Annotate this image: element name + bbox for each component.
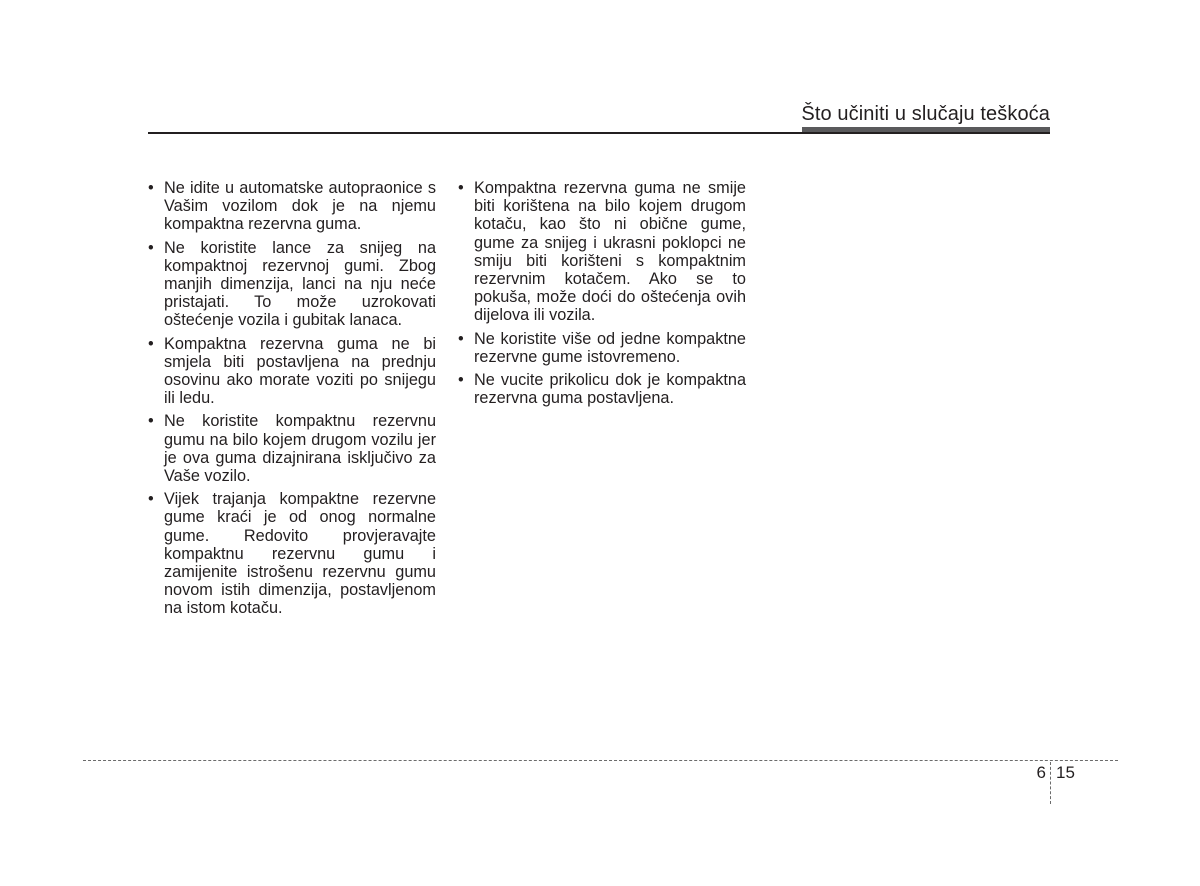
list-item bbox=[146, 239, 436, 330]
list-item-text: Ne idite u automatske autopraonice s Vašim vozilom dok je na njemu kompaktna rezervna guma. bbox=[164, 179, 436, 234]
bullet-icon: • bbox=[458, 329, 464, 348]
bullet-icon: • bbox=[458, 179, 464, 197]
list-item bbox=[456, 330, 746, 366]
list-item bbox=[146, 490, 436, 617]
list-item-text: Ne koristite kompaktnu rezervnu gumu na bilo kojem drugom vozilu jer je ova guma dizajnirana isključivo za Vaše vozilo. bbox=[164, 412, 436, 486]
page-number: 15 bbox=[1056, 763, 1075, 782]
list-item-text: Ne koristite više od jedne kompaktne rezervne gume istovremeno. bbox=[474, 329, 746, 366]
bullet-icon: • bbox=[458, 371, 464, 390]
footer-dashed-divider bbox=[1050, 762, 1051, 804]
bullet-icon: • bbox=[148, 334, 154, 353]
section-title: Što učiniti u slučaju teškoća bbox=[801, 103, 1050, 125]
list-item-text: Kompaktna rezervna guma ne smije biti korištena na bilo kojem drugom kotaču, kao što ni obične gume, gume za snijeg i ukrasni poklopci ne smiju biti korišteni s kompaktnim rezervnim kotačem. Ako se to pokuša, može doći do oštećenja ovih dijelova ili vozila. bbox=[474, 179, 746, 325]
list-item bbox=[146, 179, 436, 234]
list-item-text: Ne koristite lance za snijeg na kompaktnoj rezervnoj gumi. Zbog manjih dimenzija, lanci na nju neće pristajati. To može uzrokovati oštećenje vozila i gubitak lanaca. bbox=[164, 238, 436, 330]
list-item bbox=[456, 179, 746, 325]
left-column bbox=[146, 179, 436, 623]
left-bullet-list bbox=[146, 179, 436, 618]
list-item-text: Vijek trajanja kompaktne rezervne gume kraći je od onog normalne gume. Redovito provjeravajte kompaktnu rezervnu gumu i zamijenite istrošenu rezervnu gumu novom istih dimenzija, postavljenom na istom kotaču. bbox=[164, 490, 436, 618]
right-bullet-list bbox=[456, 179, 746, 407]
list-item-text: Ne vucite prikolicu dok je kompaktna rezervna guma postavljena. bbox=[474, 371, 746, 408]
list-item bbox=[146, 412, 436, 485]
list-item bbox=[146, 335, 436, 408]
right-column bbox=[456, 179, 746, 412]
bullet-icon: • bbox=[148, 179, 154, 197]
chapter-number: 6 bbox=[1036, 763, 1046, 782]
list-item bbox=[456, 371, 746, 407]
header-rule bbox=[148, 132, 1050, 134]
bullet-icon: • bbox=[148, 238, 154, 257]
footer-dashed-rule bbox=[83, 760, 1118, 761]
bullet-icon: • bbox=[148, 412, 154, 431]
list-item-text: Kompaktna rezervna guma ne bi smjela biti postavljena na prednju osovinu ako morate voziti po snijegu ili ledu. bbox=[164, 334, 436, 408]
bullet-icon: • bbox=[148, 490, 154, 509]
